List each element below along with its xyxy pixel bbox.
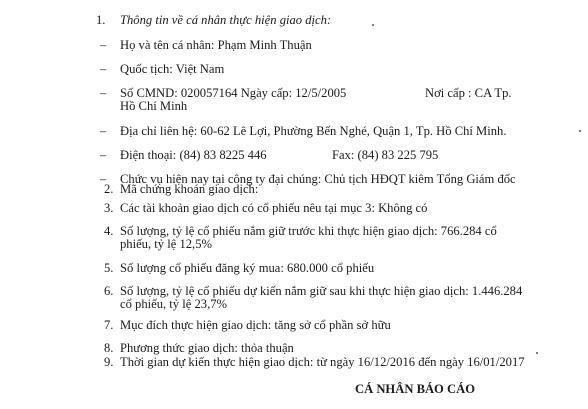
item-9-text: Thời gian dự kiến thực hiện giao dịch: từ ngày 16/12/2016 đến ngày 16/01/2017 [120,355,525,369]
bullet-dash: – [100,148,107,162]
bullet-dash: – [100,124,107,138]
id-issue-place-cont: Hồ Chí Minh [120,99,188,113]
bullet-dash: – [100,62,107,76]
item-6-text: Số lượng, tỷ lệ cổ phiếu dự kiến nắm giữ sau khi thực hiện giao dịch: 1.446.284 [120,284,523,298]
scan-speck [579,130,581,132]
item-8-number: 8. [104,341,114,355]
item-3-text: Các tài khoản giao dịch có cổ phiếu nêu tại mục 3: Không có [120,201,428,215]
item-7-text: Mục đích thực hiện giao dịch: tăng sở cổ phần sở hữu [120,318,391,332]
item-2-text: Mã chứng khoán giao dịch: [120,182,259,196]
bullet-dash: – [100,38,107,52]
item-1-number: 1. [96,13,106,27]
item-6-text-cont: cổ phiếu, tỷ lệ 23,7% [120,297,228,311]
item-4-text-cont: phiếu, tỷ lệ 12,5% [120,237,212,251]
item-2-number: 2. [104,182,114,196]
position-line: Chức vụ hiện nay tại công ty đại chúng: Chủ tịch HĐQT kiêm Tổng Giám đốc [120,172,516,186]
item-3-number: 3. [104,201,114,215]
id-card-line: Số CMND: 020057164 Ngày cấp: 12/5/2005 [120,86,347,100]
item-6-number: 6. [104,284,114,298]
signature-heading: CÁ NHÂN BÁO CÁO [355,382,475,396]
item-5-text: Số lượng cổ phiếu đăng ký mua: 680.000 cổ phiếu [120,261,375,275]
item-4-text: Số lượng, tỷ lệ cổ phiếu nắm giữ trước khi thực hiện giao dịch: 766.284 cổ [120,224,497,238]
phone-line: Điện thoại: (84) 83 8225 446 [120,148,267,162]
id-issue-place: Nơi cấp : CA Tp. [425,86,512,100]
fax-line: Fax: (84) 83 225 795 [332,148,439,162]
item-8-text: Phương thức giao dịch: thỏa thuận [120,341,294,355]
bullet-dash: – [100,172,107,186]
item-1-heading: Thông tin về cá nhân thực hiện giao dịch: [120,13,332,27]
item-4-number: 4. [104,224,114,238]
item-9-number: 9. [104,355,114,369]
scan-speck [372,24,374,26]
item-5-number: 5. [104,261,114,275]
full-name-line: Họ và tên cá nhân: Phạm Minh Thuận [120,38,312,52]
bullet-dash: – [100,86,107,100]
item-7-number: 7. [104,318,114,332]
nationality-line: Quốc tịch: Việt Nam [120,62,225,76]
scan-speck [536,352,538,354]
address-line: Địa chỉ liên hệ: 60-62 Lê Lợi, Phường Bến Nghé, Quận 1, Tp. Hồ Chí Minh. [120,124,507,138]
